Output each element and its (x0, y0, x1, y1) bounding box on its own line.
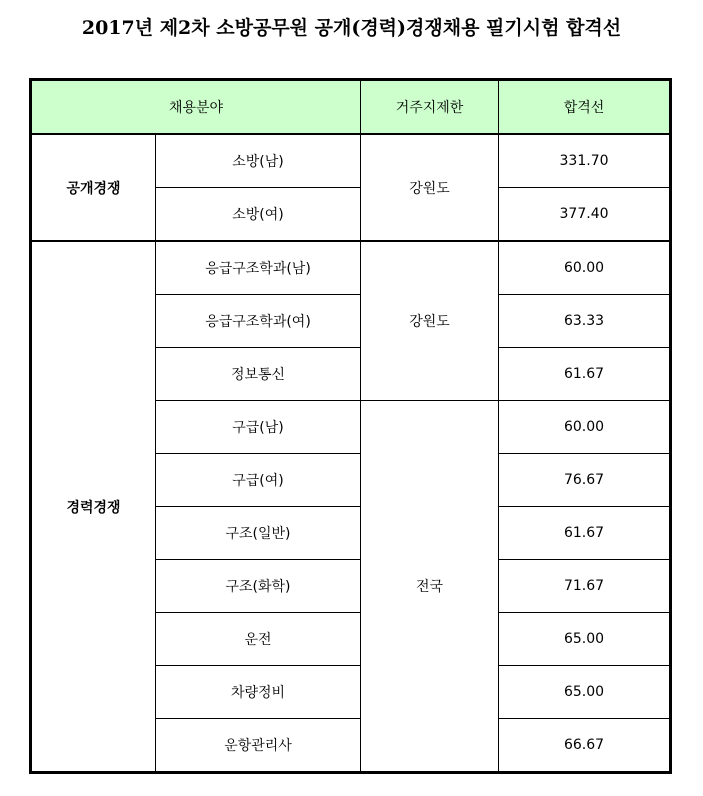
field-cell: 구급(남) (156, 401, 361, 454)
score-cell: 61.67 (499, 507, 671, 560)
field-cell: 운항관리사 (156, 719, 361, 773)
group-label: 공개경쟁 (31, 134, 156, 241)
table-row (31, 241, 671, 295)
score-cell: 377.40 (499, 188, 671, 242)
header-residence: 거주지제한 (361, 80, 499, 135)
table-header-row (31, 80, 671, 135)
table-row (31, 134, 671, 188)
residence-cell: 강원도 (361, 134, 499, 241)
field-cell: 응급구조학과(여) (156, 295, 361, 348)
score-cell: 60.00 (499, 241, 671, 295)
score-cell: 66.67 (499, 719, 671, 773)
header-field: 채용분야 (31, 80, 361, 135)
field-cell: 소방(남) (156, 134, 361, 188)
score-cell: 65.00 (499, 613, 671, 666)
score-cell: 61.67 (499, 348, 671, 401)
score-cell: 71.67 (499, 560, 671, 613)
group-label: 경력경쟁 (31, 241, 156, 773)
score-cell: 65.00 (499, 666, 671, 719)
residence-cell: 강원도 (361, 241, 499, 401)
score-cell: 60.00 (499, 401, 671, 454)
field-cell: 구급(여) (156, 454, 361, 507)
score-cell: 331.70 (499, 134, 671, 188)
field-cell: 운전 (156, 613, 361, 666)
pass-score-table (29, 78, 672, 774)
header-score: 합격선 (499, 80, 671, 135)
field-cell: 구조(화학) (156, 560, 361, 613)
field-cell: 응급구조학과(남) (156, 241, 361, 295)
page-title: 2017년 제2차 소방공무원 공개(경력)경쟁채용 필기시험 합격선 (81, 17, 622, 39)
field-cell: 정보통신 (156, 348, 361, 401)
score-cell: 76.67 (499, 454, 671, 507)
field-cell: 소방(여) (156, 188, 361, 242)
field-cell: 차량정비 (156, 666, 361, 719)
residence-cell: 전국 (361, 401, 499, 773)
field-cell: 구조(일반) (156, 507, 361, 560)
score-cell: 63.33 (499, 295, 671, 348)
